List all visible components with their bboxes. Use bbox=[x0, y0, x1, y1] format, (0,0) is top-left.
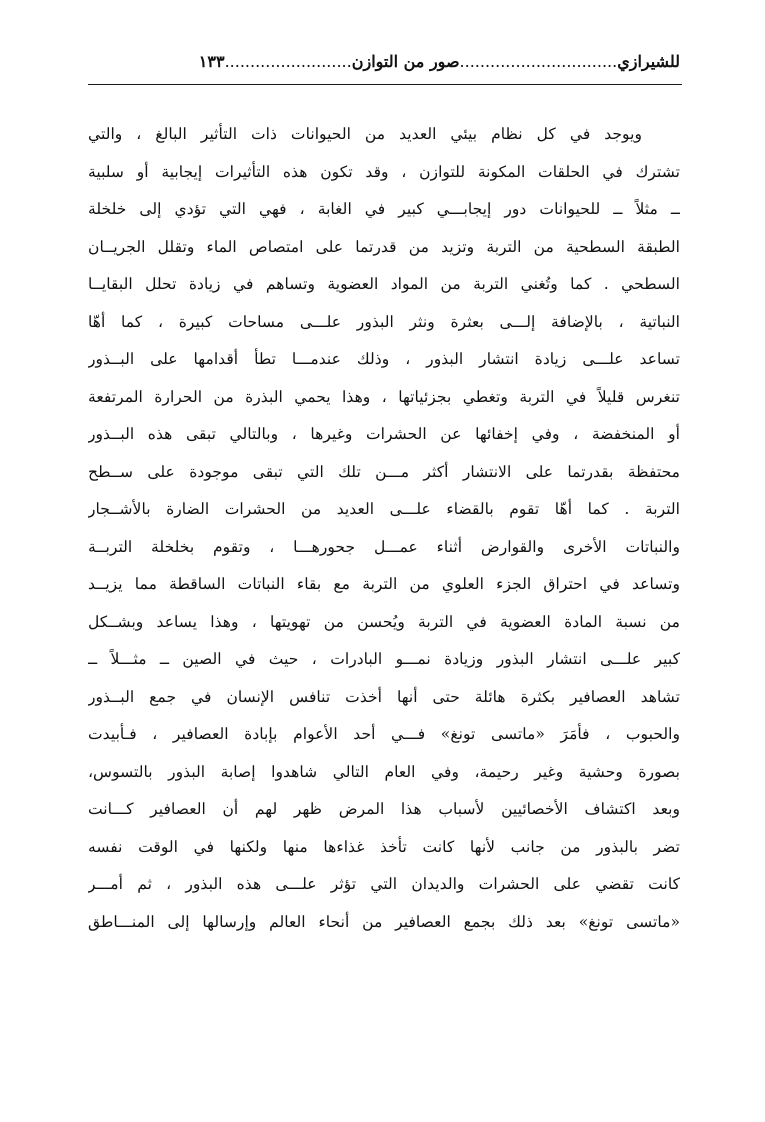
text-line: تشاهد العصافير بكثرة هائلة حتى أنها أخذت تنافس الإنسان في جمع البــذور bbox=[88, 687, 680, 706]
text-line: وبعد اكتشاف الأخصائيين لأسباب هذا المرض ظهر لهم أن العصافير كـــانت bbox=[88, 800, 680, 818]
text-line: كانت تقضي على الحشرات والديدان التي تؤثر علـــى هذه البذور ، ثم أمـــر bbox=[88, 875, 680, 893]
header-rule bbox=[88, 84, 682, 85]
text-line: كبير علـــى انتشار البذور وزيادة نمـــو البادرات ، حيث في الصين ــ مثـــلاً ــ bbox=[88, 650, 680, 668]
text-line: ويوجد في كل نظام بيئي العديد من الحيوانات ذات التأثير البالغ ، والتي bbox=[88, 125, 642, 143]
text-line: النباتية ، بالإضافة إلـــى بعثرة ونثر البذور علـــى مساحات كبيرة ، كما أهّا bbox=[88, 312, 680, 331]
text-line: بصورة وحشية وغير رحيمة، وفي العام التالي شاهدوا إصابة البذور بالتسوس، bbox=[88, 762, 680, 781]
text-line: تساعد علـــى زيادة انتشار البذور ، وذلك عندمـــا تطأ أقدامها على البــذور bbox=[88, 350, 680, 368]
header-author: للشيرازي bbox=[617, 52, 680, 71]
text-line: وتساعد في احتراق الجزء العلوي من التربة مع بقاء النباتات الساقطة مما يزيــد bbox=[88, 575, 680, 593]
running-header bbox=[86, 52, 680, 82]
text-line: السطحي . كما وتُغني التربة من المواد العضوية وتساهم في زيادة تحلل البقايــا bbox=[88, 275, 680, 293]
body-text bbox=[88, 116, 680, 941]
text-line: والحبوب ، فأمَرَ «ماتسى تونغ» فـــي أحد الأعوام بإبادة العصافير ، فـأبيدت bbox=[88, 725, 680, 743]
text-line: تضر بالبذور من جانب لأنها كانت تأخذ غذاءها منها ولكنها في الوقت نفسه bbox=[88, 837, 680, 856]
text-line: والنباتات الأخرى والقوارض أثناء عمـــل جحورهـــا ، وتقوم بخلخلة التربــة bbox=[88, 537, 680, 556]
text-line: تشترك في الحلقات المكونة للتوازن ، وقد تكون هذه التأثيرات إيجابية أو سلبية bbox=[88, 162, 680, 181]
text-line: «ماتسى تونغ» بعد ذلك بجمع العصافير من أنحاء العالم وإرسالها إلى المنـــاطق bbox=[88, 912, 680, 931]
text-line: من نسبة المادة العضوية في التربة ويُحسن من تهويتها ، وهذا يساعد وبشــكل bbox=[88, 612, 680, 631]
header-leader-dots: ......................... bbox=[224, 52, 352, 71]
text-line: التربة . كما أهّا تقوم بالقضاء علـــى العديد من الحشرات الضارة بالأشــجار bbox=[88, 500, 680, 518]
header-title: صور من التوازن bbox=[351, 52, 460, 71]
header-leader-dots: ............................... bbox=[459, 52, 618, 71]
text-line: أو المنخفضة ، وفي إخفائها عن الحشرات وغيرها ، وبالتالي تبقى هذه البــذور bbox=[88, 425, 680, 443]
text-line: ــ مثلاً ــ للحيوانات دور إيجابـــي كبير في الغابة ، فهي التي تؤدي إلى خلخلة bbox=[88, 200, 680, 218]
text-line: تنغرس قليلاً في التربة وتغطي بجزئياتها ، وهذا يحمي البذرة من الحرارة المرتفعة bbox=[88, 387, 680, 406]
text-line: الطبقة السطحية من التربة وتزيد من قدرتما على امتصاص الماء وتقلل الجريــان bbox=[88, 237, 680, 256]
page-number: ١٣٣ bbox=[198, 52, 225, 71]
text-line: محتفظة بقدرتما على الانتشار أكثر مـــن تلك التي تبقى موجودة على ســطح bbox=[88, 462, 680, 481]
